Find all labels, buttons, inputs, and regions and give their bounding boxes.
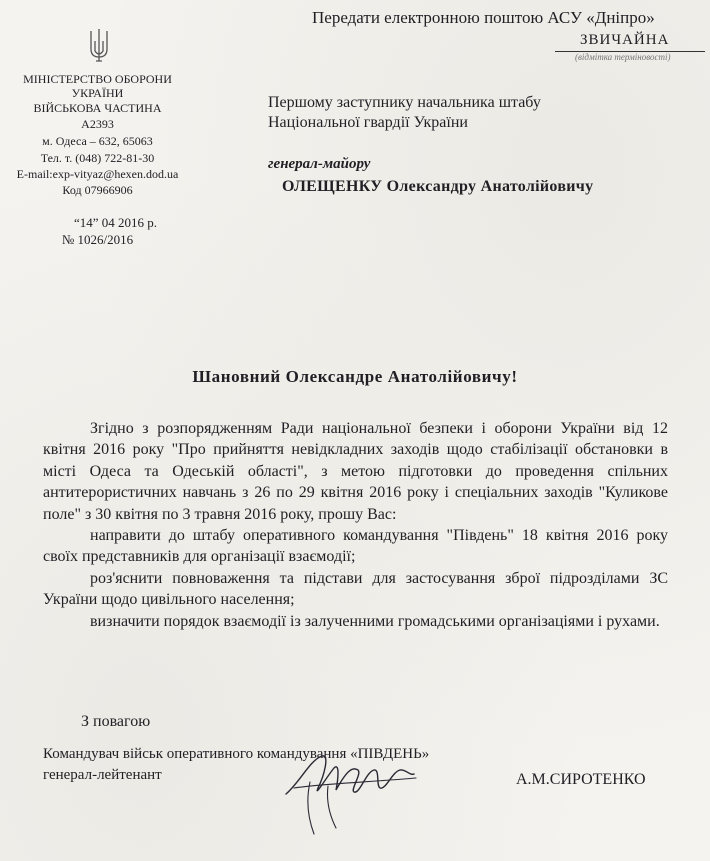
addressee-position: Першому заступнику начальника штабу xyxy=(268,94,541,111)
letter-body xyxy=(43,418,668,632)
urgency-hint: (відмітка терміновості) xyxy=(575,52,671,62)
routing-note: Передати електронною поштою АСУ «Дніпро» xyxy=(312,8,655,27)
closing-phrase: З повагою xyxy=(81,713,151,730)
signatory-rank: генерал-лейтенант xyxy=(43,767,162,783)
addressee-organization: Національної гвардії України xyxy=(268,114,468,131)
urgency-mark: ЗВИЧАЙНА xyxy=(580,32,670,48)
sender-unit-code: А2393 xyxy=(81,117,114,131)
sender-unit: ВІЙСЬКОВА ЧАСТИНА xyxy=(33,101,162,115)
sender-ministry: МІНІСТЕРСТВО ОБОРОНИ xyxy=(23,72,172,86)
handwritten-signature xyxy=(280,742,420,837)
document-number: № 1026/2016 xyxy=(61,232,134,247)
trident-emblem-icon xyxy=(88,27,110,63)
addressee-name: ОЛЕЩЕНКУ Олександру Анатолійовичу xyxy=(282,178,594,195)
signatory-position: Командувач військ оперативного командування «ПІВДЕНЬ» xyxy=(43,746,430,762)
addressee-rank: генерал-майору xyxy=(268,156,371,172)
sender-address: м. Одеса – 632, 65063 xyxy=(42,134,153,148)
sender-phone: Тел. т. (048) 722-81-30 xyxy=(40,151,155,165)
body-paragraph: направити до штабу оперативного командування "Південь" 18 квітня 2016 року своїх представників для організації взаємодії; xyxy=(43,527,668,566)
sender-email: E-mail:exp-vityaz@hexen.dod.ua xyxy=(16,167,179,181)
signatory-name: А.М.СИРОТЕНКО xyxy=(516,771,646,788)
salutation: Шановний Олександре Анатолійовичу! xyxy=(192,367,518,386)
sender-code: Код 07966906 xyxy=(62,183,133,197)
document-date: “14” 04 2016 р. xyxy=(73,215,158,230)
body-paragraph: роз'яснити повноваження та підстави для застосування зброї підрозділами ЗС України щодо цивільного населення; xyxy=(43,569,668,609)
body-paragraph: визначити порядок взаємодії із залученними громадськими організаціями і рухами. xyxy=(90,612,660,630)
body-paragraph: Згідно з розпорядженням Ради національної безпеки і оборони України від 12 квітня 2016 року "Про прийняття невідкладних заходів щодо стабілізації обстановки в місті Одеса та Одеській області", з метою підготовки до проведення спільних антитерористичних навчань з 26 по 29 квітня 2016 року і спеціальних заходів "Куликове поле" з 30 квітня по 3 травня 2016 року, прошу Вас: xyxy=(43,420,668,523)
sender-country: УКРАЇНИ xyxy=(71,86,124,100)
